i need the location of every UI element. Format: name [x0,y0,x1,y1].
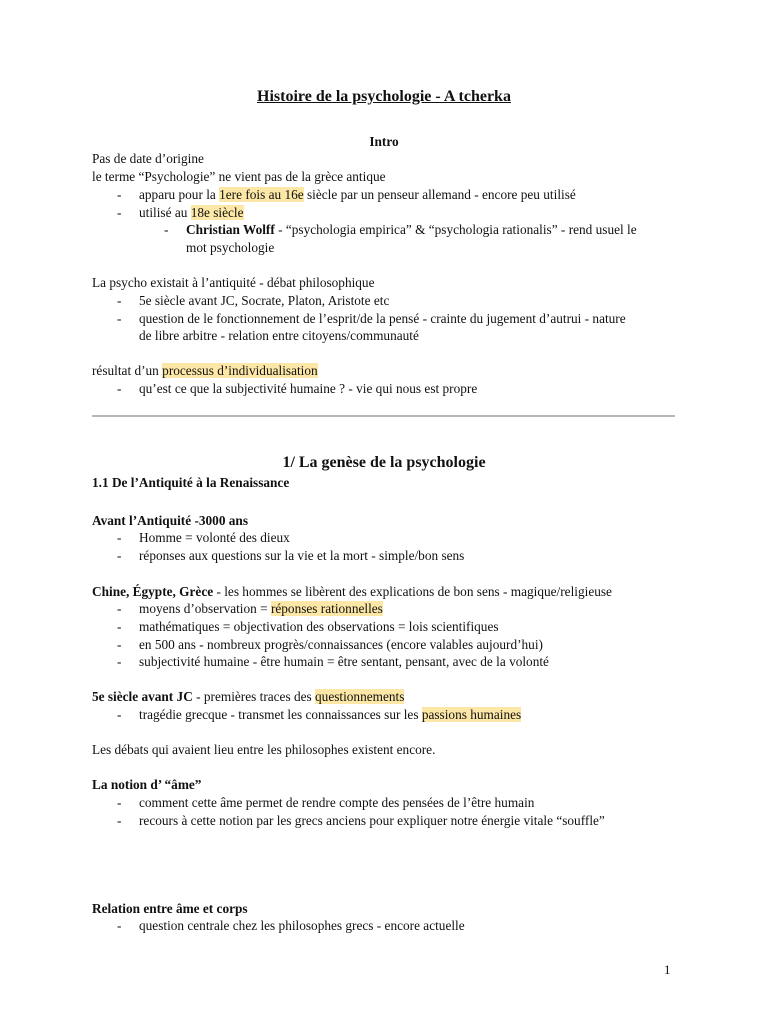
highlight: processus d’individualisation [162,363,318,378]
bullet-dash: - [117,293,122,308]
chine-bullet-1: moyens d’observation = réponses rationnelles [139,601,383,616]
ame-bullet-1: comment cette âme permet de rendre compte des pensées de l’être humain [139,795,535,810]
intro-bullet-2: utilisé au 18e siècle [139,205,244,220]
bullet-dash: - [117,637,122,652]
bullet-dash: - [117,707,122,722]
horizontal-rule [92,415,675,417]
bullet-dash: - [117,918,122,933]
subsection-heading: 1.1 De l’Antiquité à la Renaissance [92,475,290,490]
intro-bullet-3-cont: mot psychologie [186,240,275,255]
avant-bullet-2: réponses aux questions sur la vie et la mort - simple/bon sens [139,548,465,563]
intro-bullet-5: question de le fonctionnement de l’esprit/de la pensé - crainte du jugement d’autrui - nature [139,311,626,326]
intro-bullet-5-cont: de libre arbitre - relation entre citoyens/communauté [139,328,419,343]
bullet-dash: - [117,381,122,396]
relation-heading: Relation entre âme et corps [92,901,248,916]
document-title: Histoire de la psychologie - A tcherka [257,88,511,105]
bullet-dash: - [164,222,169,237]
ame-bullet-2: recours à cette notion par les grecs anciens pour expliquer notre énergie vitale “souffle” [139,813,605,828]
intro-bullet-3: Christian Wolff - “psychologia empirica” & “psychologia rationalis” - rend usuel le [186,222,637,237]
bullet-dash: - [117,619,122,634]
bullet-dash: - [117,654,122,669]
highlight: 18e siècle [190,205,244,220]
chine-bullet-2: mathématiques = objectivation des observations = lois scientifiques [139,619,499,634]
intro-bullet-1: apparu pour la 1ere fois au 16e siècle par un penseur allemand - encore peu utilisé [139,187,576,202]
bullet-dash: - [117,813,122,828]
avant-heading: Avant l’Antiquité -3000 ans [92,513,249,528]
intro-bullet-6: qu’est ce que la subjectivité humaine ? - vie qui nous est propre [139,381,478,396]
bullet-dash: - [117,530,122,545]
bullet-dash: - [117,205,122,220]
intro-line-2: le terme “Psychologie” ne vient pas de la grèce antique [92,169,386,184]
highlight: réponses rationnelles [270,601,383,616]
intro-para-2: La psycho existait à l’antiquité - débat philosophique [92,275,375,290]
page-number: 1 [664,962,671,977]
intro-bullet-4: 5e siècle avant JC, Socrate, Platon, Aristote etc [139,293,390,308]
chine-bullet-4: subjectivité humaine - être humain = être sentant, pensant, avec de la volonté [139,654,549,669]
bullet-dash: - [117,795,122,810]
highlight: 1ere fois au 16e [219,187,304,202]
bullet-dash: - [117,548,122,563]
section-heading: 1/ La genèse de la psychologie [282,454,486,471]
highlight: passions humaines [421,707,522,722]
intro-para-3: résultat d’un processus d’individualisation [92,363,318,378]
avant-bullet-1: Homme = volonté des dieux [139,530,290,545]
intro-line-1: Pas de date d’origine [92,151,204,166]
chine-bullet-3: en 500 ans - nombreux progrès/connaissances (encore valables aujourd’hui) [139,637,543,652]
bullet-dash: - [117,601,122,616]
s5-line: 5e siècle avant JC - premières traces des questionnements [92,689,405,704]
debats-line: Les débats qui avaient lieu entre les philosophes existent encore. [92,742,436,757]
bullet-dash: - [117,311,122,326]
bullet-dash: - [117,187,122,202]
chine-line: Chine, Égypte, Grèce - les hommes se libèrent des explications de bon sens - magique/religieuse [92,584,612,599]
intro-heading: Intro [369,134,399,149]
ame-heading: La notion d’ “âme” [92,777,202,792]
relation-bullet-1: question centrale chez les philosophes grecs - encore actuelle [139,918,465,933]
highlight: questionnements [315,689,405,704]
s5-bullet-1: tragédie grecque - transmet les connaissances sur les passions humaines [139,707,522,722]
